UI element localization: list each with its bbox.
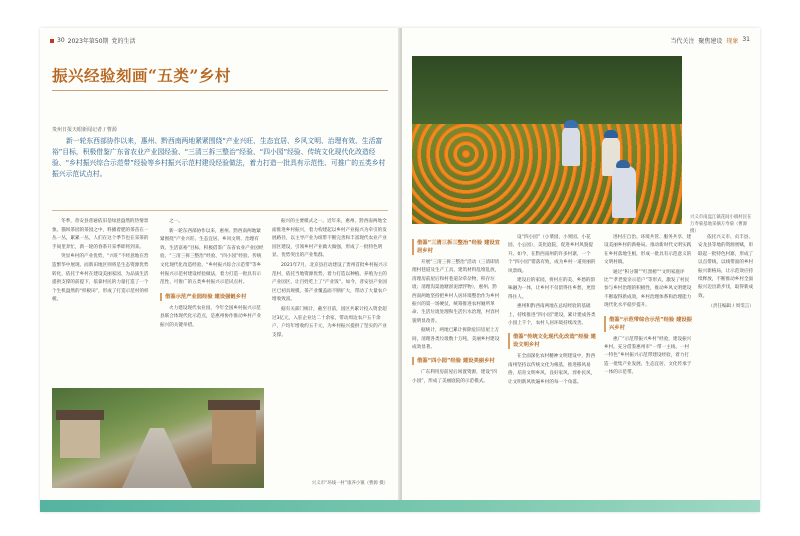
body-paragraph: 建设后的家园，将村庄的美、乡愁的韵味融为一体，让乡村不仅留得住乡愁，更留得住人。 xyxy=(508,278,596,300)
section-subhead: 借鉴“传统文化现代化改造”经验 建设文明乡村 xyxy=(508,333,596,349)
left-page xyxy=(40,28,400,512)
section-subhead: 借鉴“三清三拆三整治”经验 建设宜居乡村 xyxy=(412,239,500,255)
body-paragraph: 2021年7月，北京县启动建设了贵州首批乡村振兴示范村，依托当地资源优势，着力打造以种植、养殖为主的产业园区，让百姓吃上了“产业饭”。如今，普安县产业园区已初具规模，茶产业覆盖面不断扩大，带动了大量农户增收致富。 xyxy=(272,262,388,303)
body-paragraph: 惠广“示范带振兴乡村”经验，建设振兴乡村。充分借鉴惠州市“一带一主线、一村一特色”乡村振兴示范带建设经验，着力打造一批集产业发展、生态宜居、文化传承于一体的示范带。 xyxy=(604,336,692,376)
body-column-7 xyxy=(698,234,754,498)
lead-paragraph: 新一轮东西部协作以来，惠州、黔西南两地紧紧围绕“产业兴旺、生态宜居、乡风文明、治理有效、生活富裕”目标，积极借鉴广东省农业产业园经验、“三清三拆三整治”经验、“四小园”经验、传统文化现代化改造经验、“乡村振兴综合示范带”经验等乡村振兴示范村建设经验做法，着力打造一批具有示范性、可推广的五类乡村振兴示范试点村。 xyxy=(52,137,386,178)
body-paragraph: 开展“三清三拆三整治”活动（三清即清理村巷道及生产工具，建筑材料乱堆乱放，清理房前屋后和村巷道杂草杂物，积存垃圾；清理沟渠池塘淤泥漂浮物），惠州、黔西南两地坚持把乡村人居环境整治作为乡村振兴的第一场硬仗，统筹推进农村厕所革命、生活垃圾处理和生活污水治理，村容村貌明显改善。 xyxy=(412,260,500,324)
body-paragraph: 进村庄自治、环境共管、服务共享、建设美丽乡村的新格局。推动新时代文明实践在乡村落地生根，形成一批具有示范意义的文明村镇。 xyxy=(604,235,692,266)
body-paragraph: 突显乡村的产业优势，“兴旺”不经意地在营造繁华中展现、而新田地区则将是生态资源优势转化，依托于乡村在建设美丽家园、为品质生活提供支撑的前提下，依靠村民的力量打造了一个个生机盎然的“样板田”，形成了打造示范村的样板。 xyxy=(52,254,149,303)
subsection-label: 聚焦建设 xyxy=(698,38,723,45)
body-paragraph: 广东利用房前屋后闲置资源，建设“四小园”，形成了美丽庭院的示范模式。 xyxy=(412,370,497,384)
body-paragraph: 据统计，两地已累计拆除危旧房屋上万间，清理各类垃圾数十万吨，美丽乡村建设成效显著。 xyxy=(412,328,500,351)
body-paragraph: 据有关部门统计，截至目前，园区共累计投入资金超过3亿元，入驻企业达二十余家，带动周边农户五千余户，户均年增收约五千元，为乡村振兴提供了坚实的产业支撑。 xyxy=(272,306,387,338)
byline: 贵州日报天眼新闻记者 / 曹源 xyxy=(52,127,117,133)
section-label: 当代关注 xyxy=(670,38,695,45)
tag-label: 现象 xyxy=(726,38,739,45)
page-number: 30 xyxy=(57,37,65,44)
photo-caption: 兴义市“环线一村”康养小镇（曹源 摄） xyxy=(311,481,388,486)
body-paragraph: 冬季，普安县普通依旧是绿意盎然的热情景象。猫坝茶园的茶园之中，料播着肥的茶苗在一丛一丛，累累一丛，人们在这个季节也在采茶的手间里奔忙，新一轮的春茶开采季即将到来。 xyxy=(52,219,149,250)
photo-caption: 兴义市南盘江镇花间小镇村民在万寿菊基地采摘万寿菊（曹源 摄） xyxy=(690,215,752,234)
flower-field-photo xyxy=(412,56,682,224)
lead-divider xyxy=(52,210,388,211)
body-column-6 xyxy=(604,234,692,498)
body-paragraph: 惠州和黔西南两地在总结经验的基础上，持续推进“四小园”建设，累计建成各类小园上千个，农村人居环境持续改善。 xyxy=(508,304,596,327)
page-marker-icon xyxy=(50,39,54,43)
page-number: 31 xyxy=(742,36,750,43)
issue-label: 2023年第50期 xyxy=(67,38,109,45)
body-paragraph: 新一轮东西部协作以来，惠州、黔西南两地紧紧围绕“产业兴旺、生态宜居、乡风文明、治理有效、生活富裕”目标，积极借鉴广东省农业产业园经验、“三清三拆三整治”经验、“四小园”经验、传统文化现代化改造经验、“乡村振兴综合示范带”等乡村振兴示范村建设经验做法，着力打造一批具有示范性、可推广的五类乡村振兴示范试点村。 xyxy=(160,228,264,286)
village-photo xyxy=(52,388,264,488)
brand-label: 党的生活 xyxy=(111,38,136,45)
left-page-header xyxy=(50,36,136,45)
article-title: 振兴经验刻画“五类”乡村 xyxy=(52,66,231,85)
title-divider xyxy=(52,90,388,91)
body-paragraph: 之一。 xyxy=(169,219,183,224)
body-column-5 xyxy=(508,234,596,498)
body-column-2 xyxy=(160,218,264,382)
body-column-3 xyxy=(272,218,388,438)
section-subhead: 借鉴“示范带综合示范”经验 建设振兴乡村 xyxy=(604,316,692,332)
right-page-header xyxy=(670,36,750,45)
body-column-4 xyxy=(412,234,500,498)
section-subhead: 借鉴“四小园”经验 建设美丽乡村 xyxy=(412,357,500,365)
body-paragraph: 火力建设现代农业园，今年全国乡村振兴示范县联合体现代化示范点，是惠州协作推动乡村产业振兴的关键举措。 xyxy=(160,305,262,328)
bottom-color-bar xyxy=(40,500,760,512)
body-column-1 xyxy=(52,218,152,378)
body-paragraph: 振兴的主要模式之一。近年来，惠州、黔西南两地全面推进乡村振兴，着力构建起以乡村产业振兴为牵引的发展路径，以主导产业为纽带不断完善和丰富现代农业产业园区建设，引领乡村产业做大做强，形成了一批特色明显、优势突出的产业集群。 xyxy=(272,219,387,259)
section-subhead: 借鉴示范产业园经验 建设强链乡村 xyxy=(160,293,264,301)
body-paragraph: 设“四小园”（小菜园、小果园、小花园、小公园），美化庭院，促进乡村风貌提升。如今，在黔西南州的许多村寨，一个个“四小园”错落有致，成为乡村一道亮丽的风景线。 xyxy=(508,235,596,274)
body-paragraph: 在全面深化农村精神文明建设中，黔西南州坚持以传统文化为根基，推进移风易俗，培育文明乡风、良好家风、淳朴民风，让文明新风吹遍乡村的每一个角落。 xyxy=(508,354,596,385)
body-paragraph: 通过“积分制”“红黑榜”“文明家庭评比”“孝老爱亲示范户”等形式，激发了村民参与乡村治理的积极性，推动乡风文明建设不断取得新成效，乡村治理体系和治理能力现代化水平稳步提升。 xyxy=(604,269,692,309)
magazine-spread xyxy=(40,28,760,512)
right-page xyxy=(402,28,760,512)
editor-credit: （责任编辑 / 周雯言） xyxy=(708,304,754,310)
body-paragraph: 依托兴义市、贞丰县、安龙县等地的资源禀赋，串联起一批特色村寨，形成了以点带线、以线带面的乡村振兴新格局，让示范效应持续释放，不断推动乡村全面振兴迈出新步伐，取得新成效。 xyxy=(698,235,754,299)
